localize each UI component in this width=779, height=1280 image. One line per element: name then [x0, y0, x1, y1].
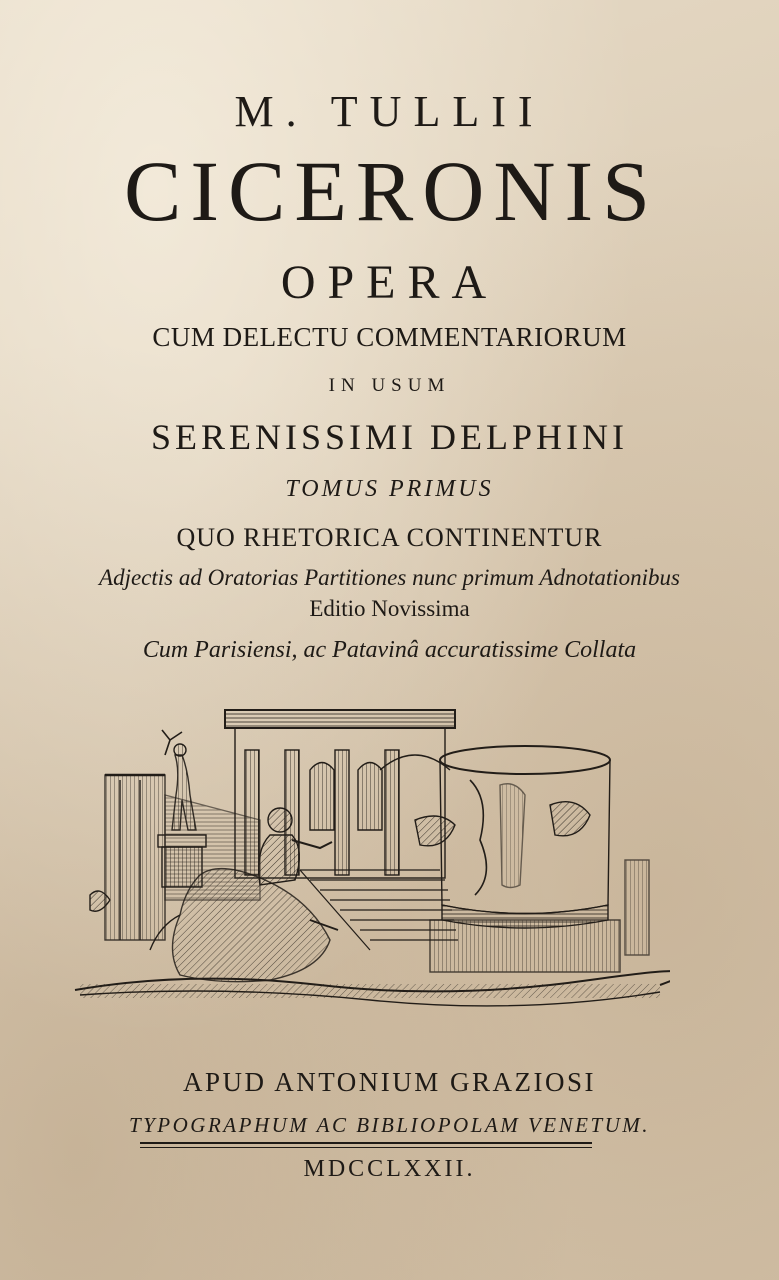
- publication-year: MDCCLXXII.: [303, 1156, 476, 1182]
- in-usum-line: IN USUM: [328, 375, 451, 396]
- publisher-role-line: TYPOGRAPHUM AC BIBLIOPOLAM VENETUM.: [128, 1113, 651, 1137]
- author-cognomen: CICERONIS: [124, 143, 659, 239]
- contents-line: QUO RHETORICA CONTINENTUR: [176, 523, 603, 552]
- annotations-line: Adjectis ad Oratorias Partitiones nunc primum Adnotationibus: [99, 565, 680, 590]
- engraved-vignette-illustration: [70, 700, 670, 1020]
- edition-line: Editio Novissima: [309, 596, 470, 621]
- collation-line: Cum Parisiensi, ac Patavinâ accuratissime Collata: [142, 637, 637, 663]
- volume-line: TOMUS PRIMUS: [285, 476, 494, 502]
- publisher-line: APUD ANTONIUM GRAZIOSI: [182, 1067, 596, 1097]
- dedication-line: SERENISSIMI DELPHINI: [150, 417, 628, 457]
- author-line: M. TULLII: [234, 87, 545, 136]
- work-title: OPERA: [280, 256, 499, 309]
- subtitle: CUM DELECTU COMMENTARIORUM: [152, 322, 627, 352]
- double-rule-divider: [140, 1142, 592, 1148]
